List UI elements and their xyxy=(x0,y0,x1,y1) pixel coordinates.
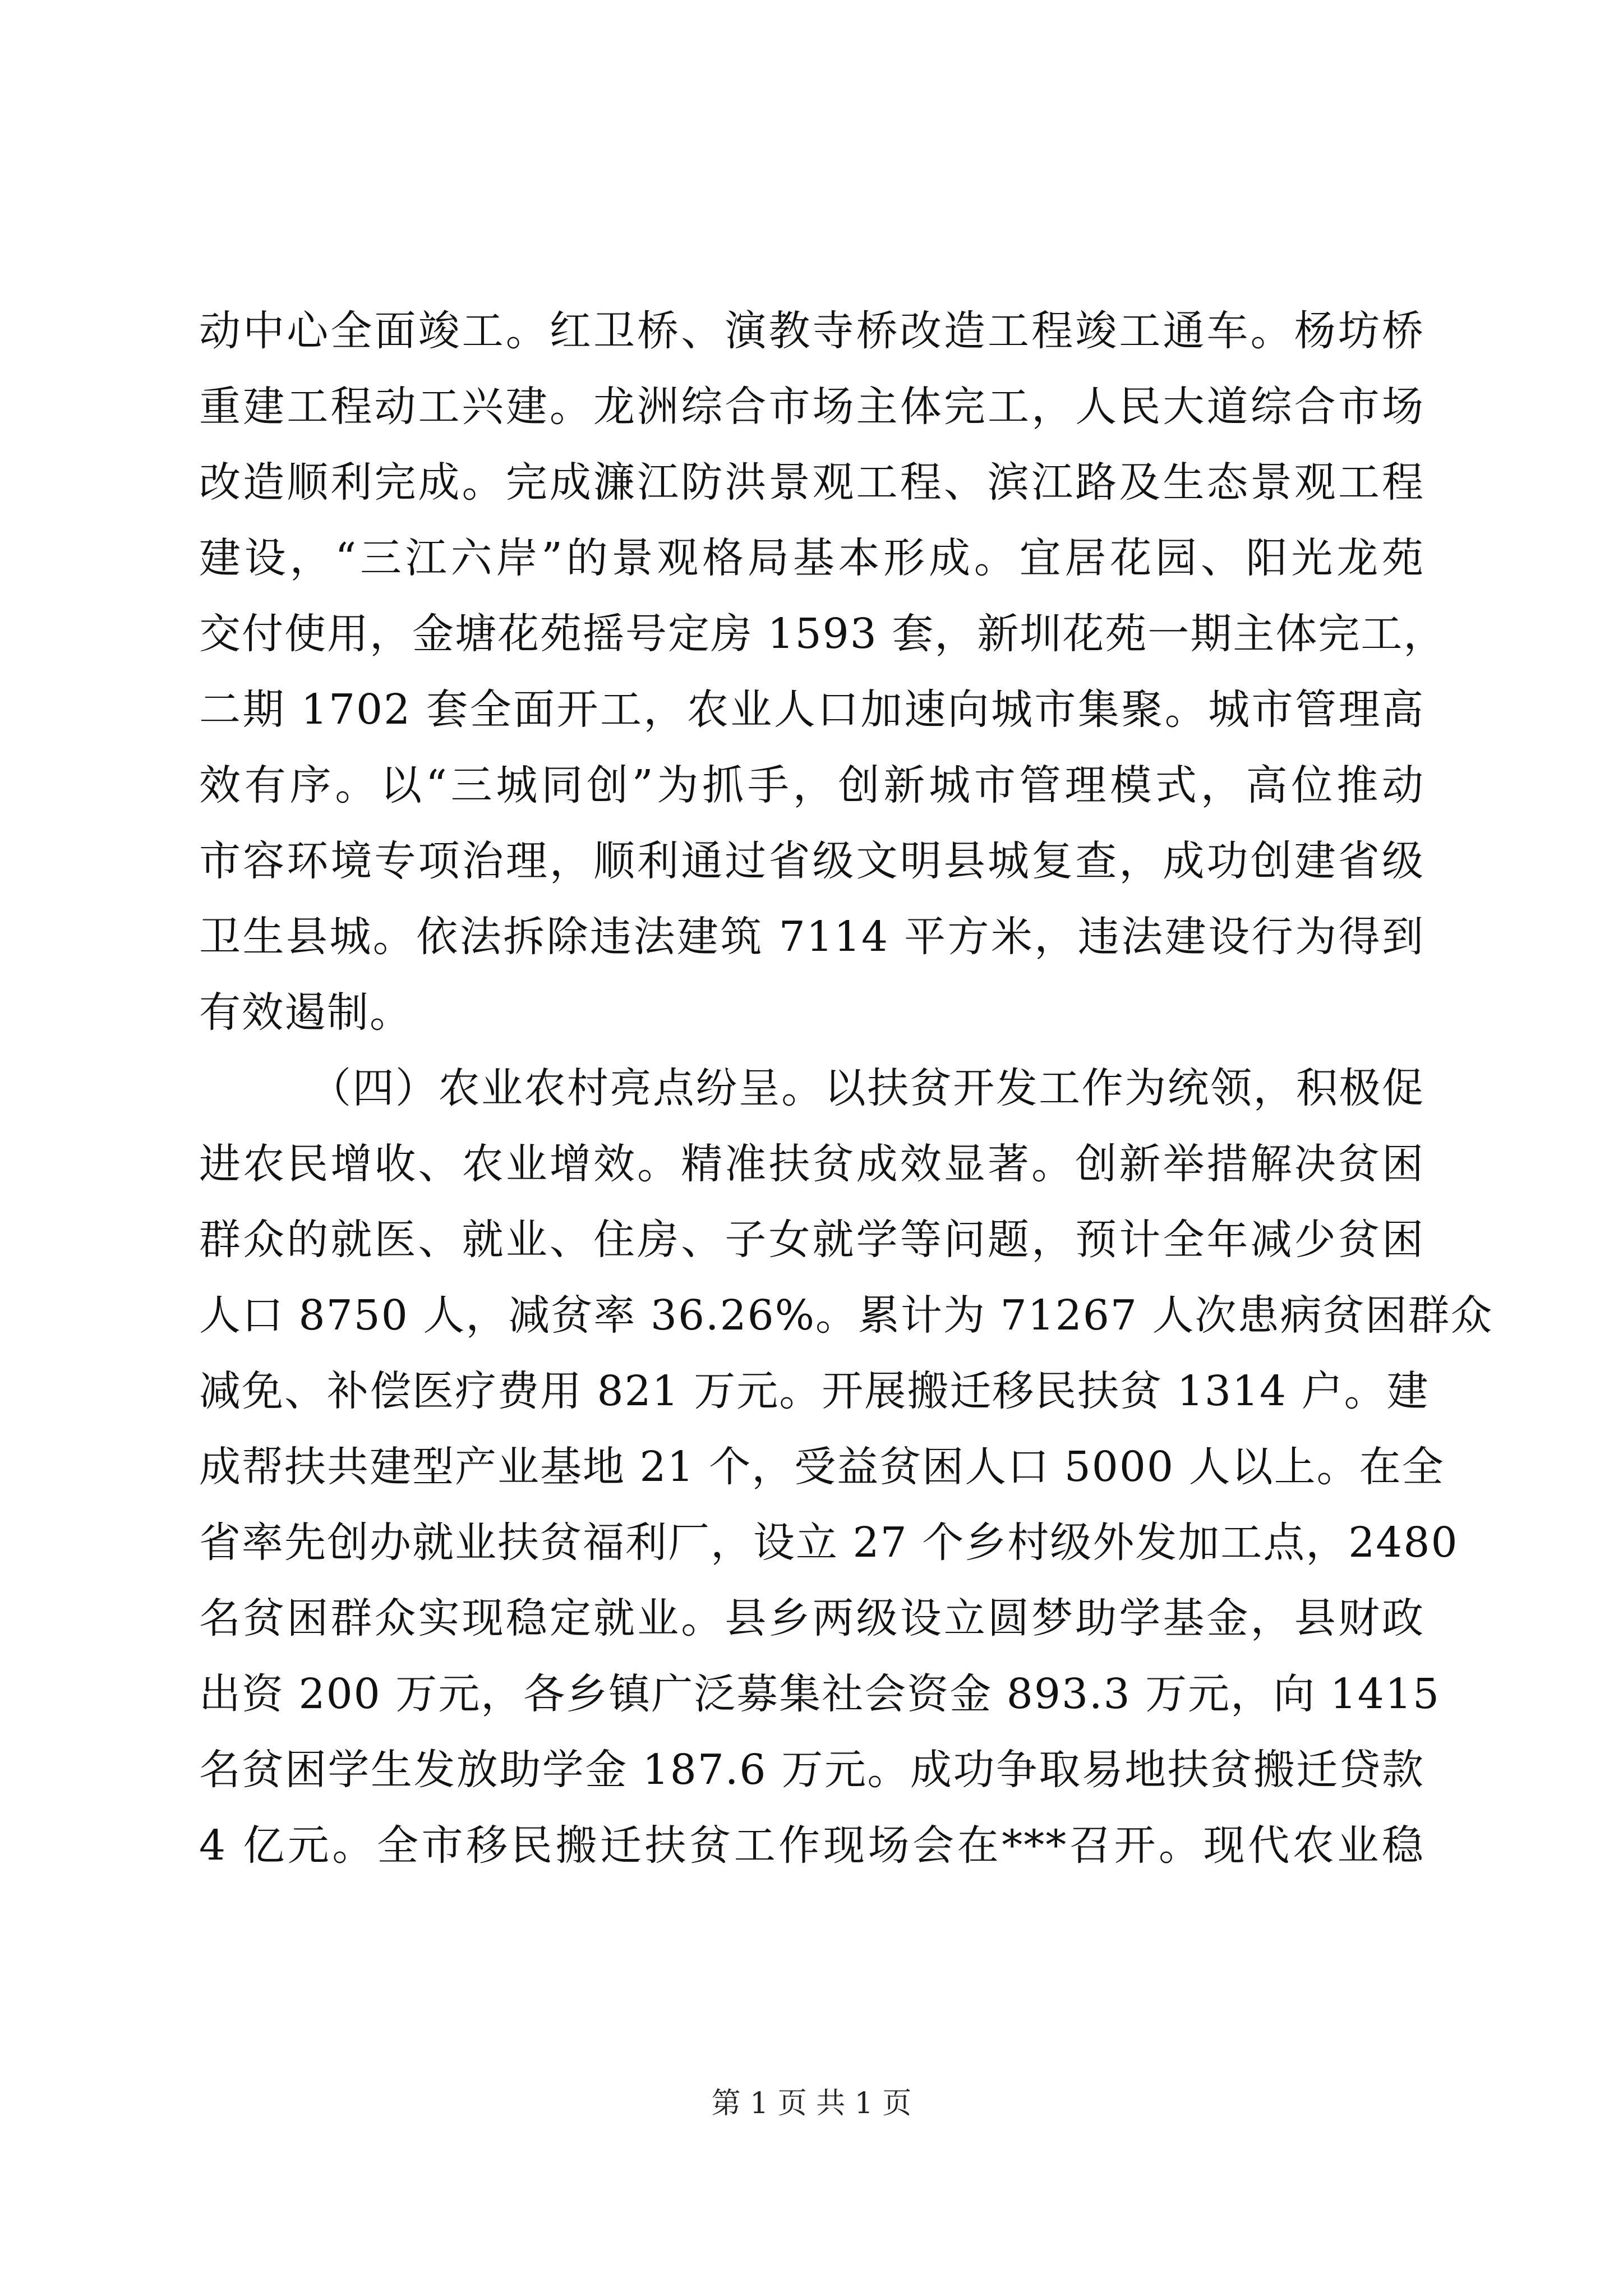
paragraph-line: 名贫困群众实现稳定就业。县乡两级设立圆梦助学基金，县财政 xyxy=(199,1594,1424,1642)
paragraph-line: 改造顺利完成。完成濂江防洪景观工程、滨江路及生态景观工程 xyxy=(199,458,1424,507)
paragraph-line: 名贫困学生发放助学金 187.6 万元。成功争取易地扶贫搬迁贷款 xyxy=(199,1746,1424,1794)
paragraph-line: 动中心全面竣工。红卫桥、演教寺桥改造工程竣工通车。杨坊桥 xyxy=(199,307,1424,355)
paragraph-line: 效有序。以“三城同创”为抓手，创新城市管理模式，高位推动 xyxy=(199,761,1424,809)
paragraph-line: 卫生县城。依法拆除违法建筑 7114 平方米，违法建设行为得到 xyxy=(199,913,1424,961)
paragraph-line: 市容环境专项治理，顺利通过省级文明县城复查，成功创建省级 xyxy=(199,837,1424,885)
paragraph-line: 群众的就医、就业、住房、子女就学等问题，预计全年减少贫困 xyxy=(199,1216,1424,1264)
paragraph-line: 成帮扶共建型产业基地 21 个，受益贫困人口 5000 人以上。在全 xyxy=(199,1443,1445,1491)
paragraph-line: 人口 8750 人，减贫率 36.26%。累计为 71267 人次患病贫困群众 xyxy=(199,1291,1493,1340)
paragraph-line: 交付使用，金塘花苑摇号定房 1593 套，新圳花苑一期主体完工， xyxy=(199,610,1446,658)
paragraph-line: 4 亿元。全市移民搬迁扶贫工作现场会在***召开。现代农业稳 xyxy=(199,1821,1424,1870)
paragraph-line: 有效遏制。 xyxy=(199,988,412,1037)
paragraph-line: 省率先创办就业扶贫福利厂，设立 27 个乡村级外发加工点，2480 xyxy=(199,1519,1459,1567)
section-heading-line: （四）农业农村亮点纷呈。以扶贫开发工作为统领，积极促 xyxy=(310,1064,1424,1112)
paragraph-line: 出资 200 万元，各乡镇广泛募集社会资金 893.3 万元，向 1415 xyxy=(199,1670,1441,1718)
paragraph-line: 二期 1702 套全面开工，农业人口加速向城市集聚。城市管理高 xyxy=(199,685,1424,734)
paragraph-line: 减免、补偿医疗费用 821 万元。开展搬迁移民扶贫 1314 户。建 xyxy=(199,1367,1430,1415)
paragraph-line: 重建工程动工兴建。龙洲综合市场主体完工，人民大道综合市场 xyxy=(199,383,1424,431)
paragraph-line: 进农民增收、农业增效。精准扶贫成效显著。创新举措解决贫困 xyxy=(199,1140,1424,1188)
paragraph-line: 建设，“三江六岸”的景观格局基本形成。宜居花园、阳光龙苑 xyxy=(199,534,1424,582)
page-footer: 第 1 页 共 1 页 xyxy=(711,2087,912,2120)
